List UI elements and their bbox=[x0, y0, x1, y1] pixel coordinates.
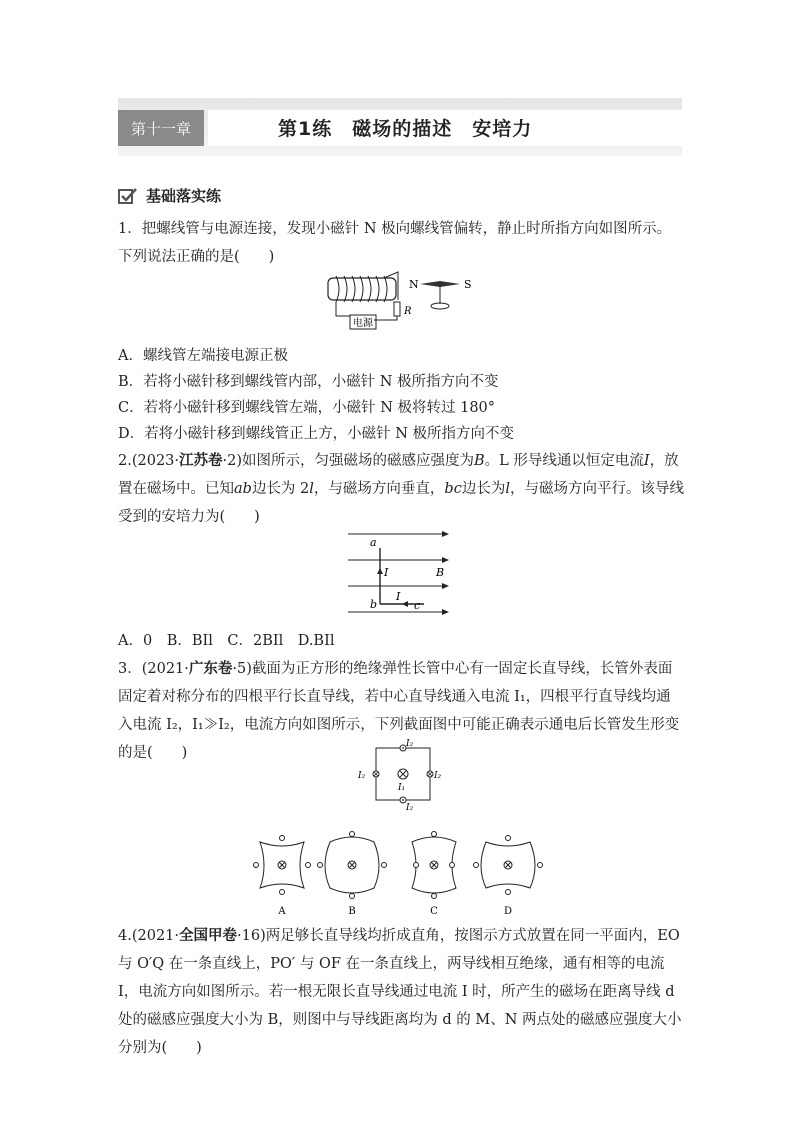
q2-label-i1: I bbox=[384, 566, 389, 579]
q1-option-c: C．若将小磁针移到螺线管左端，小磁针 N 极将转过 180° bbox=[118, 400, 496, 416]
q2-options: A．0 B．BIl C．2BIl D.BIl bbox=[118, 633, 335, 649]
page-title: 第1练 磁场的描述 安培力 bbox=[278, 118, 533, 140]
q4-source: 全国甲卷 bbox=[179, 928, 238, 944]
q1-power-label: 电源 bbox=[353, 318, 373, 329]
svg-text:I₂: I₂ bbox=[434, 771, 442, 781]
checklist-icon bbox=[118, 187, 138, 205]
section-heading bbox=[118, 185, 221, 206]
q3-option-b-label: B bbox=[348, 906, 356, 917]
section-title: 基础落实练 bbox=[146, 187, 222, 205]
q2-source: 江苏卷 bbox=[179, 453, 223, 469]
q2-label-i2: I bbox=[396, 590, 401, 603]
q1-option-a: A．螺线管左端接电源正极 bbox=[118, 348, 288, 364]
q1-s-label: S bbox=[464, 278, 472, 291]
q2-label-a: a bbox=[370, 536, 377, 549]
chapter-tab: 第十一章 bbox=[118, 110, 204, 146]
q1-solenoid-figure bbox=[322, 270, 492, 340]
svg-text:I₂: I₂ bbox=[406, 803, 414, 813]
q1-r-label: R bbox=[404, 306, 412, 317]
q4-stem: 4.(2021·全国甲卷·16)两足够长直导线均折成直角，按图示方式放置在同一平面内，EO 与 O′Q 在一条直线上，PO′ 与 OF 在一条直线上，两导线相互绝缘，通有相等的电流 I，电流方向如图所示。若一根无限长直导线通过电流 I 时，所产生的磁场在距离导线 d 处的磁感应强度大小为 B，则图中与导线距离均为 d 的 M、N 两点处的磁感应强度大小分别为( ) bbox=[118, 928, 682, 1056]
q3-main-figure bbox=[358, 740, 448, 812]
svg-text:I₁: I₁ bbox=[398, 783, 406, 793]
q2-label-b-field: B bbox=[436, 566, 445, 579]
q3-stem: 3．(2021·广东卷·5)截面为正方形的绝缘弹性长管中心有一固定长直导线，长管外表面固定着对称分布的四根平行长直导线，若中心直导线通入电流 I₁，四根平行直导线均通入电流 I₂，I₁≫I₂，电流方向如图所示，下列截面图中可能正确表示通电后长管发生形变的是( ) bbox=[118, 661, 680, 761]
svg-text:I₂: I₂ bbox=[406, 739, 414, 749]
q3-option-c-label: C bbox=[430, 906, 438, 917]
q3-option-a-label: A bbox=[278, 906, 286, 917]
q3-options-figure bbox=[254, 828, 554, 918]
q2-label-b: b bbox=[370, 598, 378, 611]
q1-stem: 1．把螺线管与电源连接，发现小磁针 N 极向螺线管偏转，静止时所指方向如图所示。下列说法正确的是( ) bbox=[118, 221, 672, 265]
q3-source: 广东卷 bbox=[188, 661, 233, 677]
q2-label-c: c bbox=[414, 599, 421, 612]
q3-option-d-label: D bbox=[503, 906, 513, 917]
q1-n-label: N bbox=[409, 278, 419, 291]
q1-option-d: D．若将小磁针移到螺线管正上方，小磁针 N 极所指方向不变 bbox=[118, 426, 515, 442]
q1-option-b: B．若将小磁针移到螺线管内部，小磁针 N 极所指方向不变 bbox=[118, 374, 499, 390]
svg-text:I₂: I₂ bbox=[358, 771, 366, 781]
q2-stem: 2.(2023·江苏卷·2)如图所示，匀强磁场的磁感应强度为B。L 形导线通以恒定电流I，放置在磁场中。已知ab边长为 2l，与磁场方向垂直，bc边长为l，与磁场方向平行。该导线受到的安培力为( ) bbox=[118, 453, 684, 525]
q2-field-figure bbox=[348, 530, 452, 620]
